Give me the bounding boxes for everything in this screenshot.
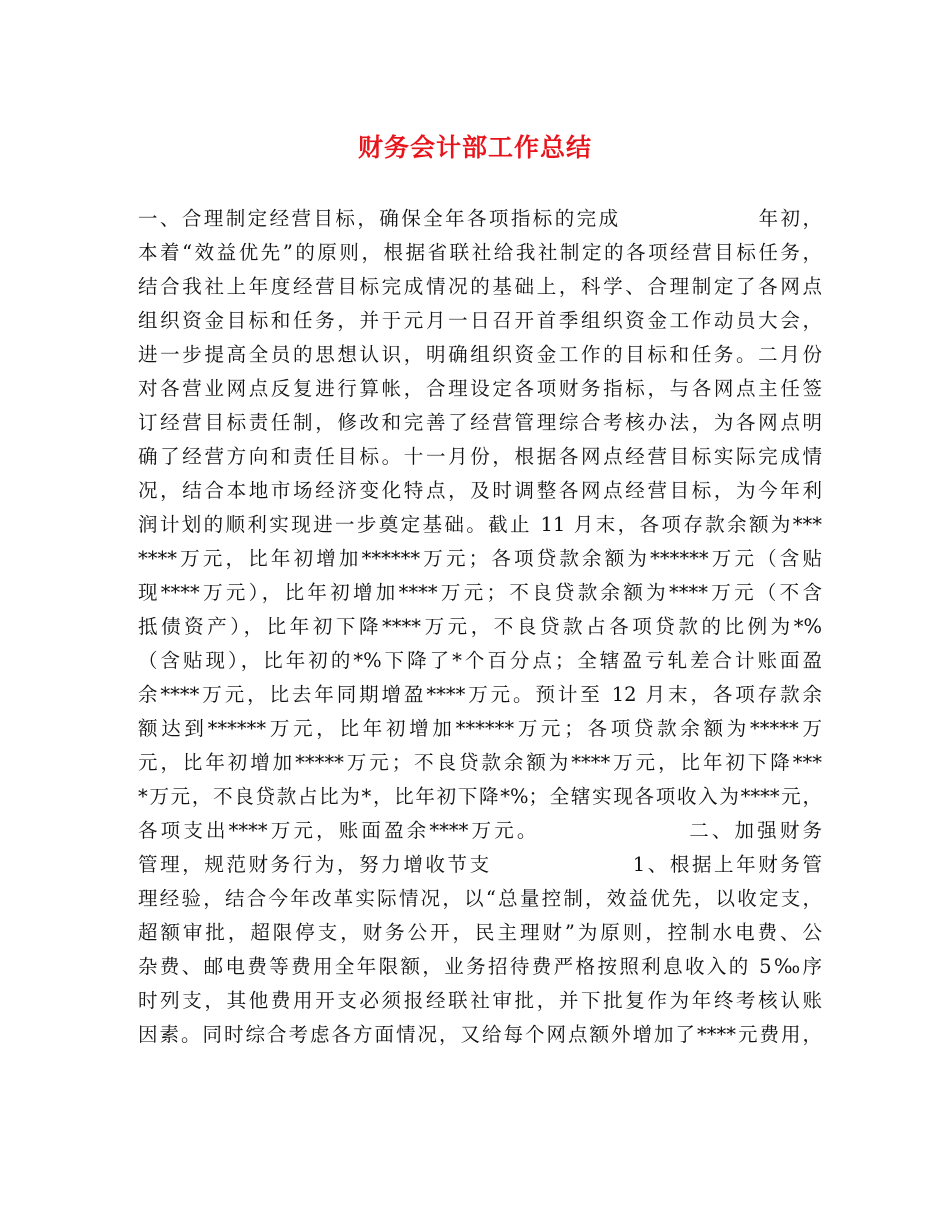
document-title: 财务会计部工作总结 <box>357 133 592 162</box>
body-line: 本着“效益优先”的原则，根据省联社给我社制定的各项经营目标任务， <box>138 241 822 264</box>
body-line: 杂费、邮电费等费用全年限额，业务招待费严格按照利息收入的 5‰序 <box>138 955 822 978</box>
body-line: 超额审批，超限停支，财务公开，民主理财”为原则，控制水电费、公 <box>138 921 822 944</box>
body-line: 元，比年初增加*****万元；不良贷款余额为****万元，比年初下降*** <box>138 751 822 774</box>
body-line: *万元，不良贷款占比为*，比年初下降*%；全辖实现各项收入为****元， <box>138 785 822 808</box>
body-line: 一、合理制定经营目标，确保全年各项指标的完成 年初， <box>138 207 822 230</box>
body-line: 理经验，结合今年改革实际情况，以“总量控制，效益优先，以收定支， <box>138 887 822 910</box>
body-line: 结合我社上年度经营目标完成情况的基础上，科学、合理制定了各网点 <box>138 275 822 298</box>
body-line: 进一步提高全员的思想认识，明确组织资金工作的目标和任务。二月份 <box>138 343 822 366</box>
body-line: 确了经营方向和责任目标。十一月份，根据各网点经营目标实际完成情 <box>138 445 822 468</box>
body-line: 时列支，其他费用开支必须报经联社审批，并下批复作为年终考核认账 <box>138 989 822 1012</box>
body-line: （含贴现），比年初的*%下降了*个百分点；全辖盈亏轧差合计账面盈 <box>138 649 822 672</box>
body-line: 订经营目标责任制，修改和完善了经营管理综合考核办法，为各网点明 <box>138 411 822 434</box>
body-line: 因素。同时综合考虑各方面情况，又给每个网点额外增加了****元费用， <box>138 1023 822 1046</box>
body-line: 余****万元，比去年同期增盈****万元。预计至 12 月末，各项存款余 <box>138 683 822 706</box>
body-line: 况，结合本地市场经济变化特点，及时调整各网点经营目标，为今年利 <box>138 479 822 502</box>
body-line: 组织资金目标和任务，并于元月一日召开首季组织资金工作动员大会， <box>138 309 822 332</box>
document-body <box>138 202 822 1052</box>
body-line: 额达到******万元，比年初增加******万元；各项贷款余额为*****万 <box>138 717 822 740</box>
body-line: 现****万元），比年初增加****万元；不良贷款余额为****万元（不含 <box>138 581 822 604</box>
body-line: 各项支出****万元，账面盈余****万元。 二、加强财务 <box>138 819 822 842</box>
body-line: 润计划的顺利实现进一步奠定基础。截止 11 月末，各项存款余额为*** <box>138 513 822 536</box>
body-line: 抵债资产），比年初下降****万元，不良贷款占各项贷款的比例为*% <box>138 615 822 638</box>
body-line: 管理，规范财务行为，努力增收节支 1、根据上年财务管 <box>138 853 822 876</box>
body-line: ****万元，比年初增加******万元；各项贷款余额为******万元（含贴 <box>138 547 822 570</box>
body-line: 对各营业网点反复进行算帐，合理设定各项财务指标，与各网点主任签 <box>138 377 822 400</box>
